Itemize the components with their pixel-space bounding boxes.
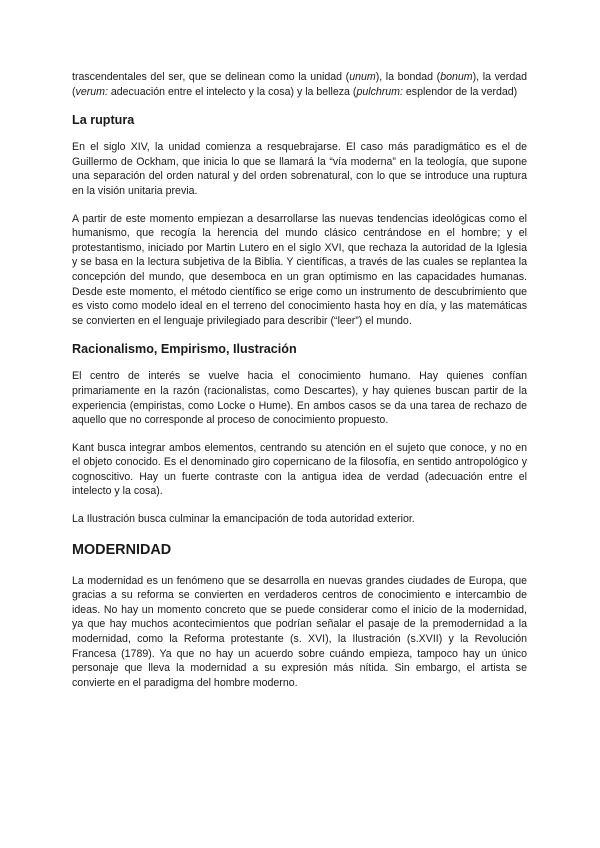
heading-modernidad: MODERNIDAD <box>72 541 172 558</box>
text-run: ), la verdad ( <box>72 71 527 98</box>
heading-la-ruptura: La ruptura <box>72 113 135 128</box>
paragraph-intro <box>72 70 527 99</box>
paragraph-racionalismo-2: Kant busca integrar ambos elementos, centrando su atención en el sujeto que conoce, y no en el objeto conocido. Es el denominado giro copernicano de la filosofía, en sentido antropológico y cognoscitivo. Hay un fuerte contraste con la antigua idea de verdad (adecuación entre el intelecto y la cosa). <box>72 441 527 498</box>
document-body <box>72 70 527 690</box>
text-run: ), la bondad ( <box>375 71 441 83</box>
paragraph-modernidad-1: La modernidad es un fenómeno que se desarrolla en nuevas grandes ciudades de Europa, que gracias a su reforma se convierten en verdaderos centros de conocimiento e intercambio de ideas. No hay un momento concreto que se puede considerar como el inicio de la modernidad, ya que hay muchos acontecimientos que podrían señalar el pasaje de la premodernidad a la modernidad, como la Reforma protestante (s. XVI), la Ilustración (s.XVII) y la Revolución Francesa (1789). Ya que no hay un acuerdo sobre cuándo empieza, tampoco hay un único personaje que lleva la modernidad a su expresión más nítida. Sin embargo, el artista se convierte en el paradigma del hombre moderno. <box>72 574 527 689</box>
italic-term-verum: verum: <box>75 85 108 98</box>
paragraph-ruptura-1: En el siglo XIV, la unidad comienza a resquebrajarse. El caso más paradigmático es el de Guillermo de Ockham, que inicia lo que se llamará la “vía moderna” en la teología, que supone una separación del orden natural y del orden sobrenatural, con lo que se introduce una ruptura en la visión unitaria previa. <box>72 141 527 197</box>
text-run: adecuación entre el intelecto y la cosa) y la belleza ( <box>107 85 357 98</box>
italic-term-bonum: bonum <box>440 71 473 83</box>
italic-term-pulchrum: pulchrum: <box>356 85 403 98</box>
heading-racionalismo: Racionalismo, Empirismo, Ilustración <box>72 342 297 357</box>
paragraph-racionalismo-3: La Ilustración busca culminar la emancipación de toda autoridad exterior. <box>72 513 415 526</box>
paragraph-racionalismo-1: El centro de interés se vuelve hacia el conocimiento humano. Hay quienes confían primariamente en la razón (racionalistas, como Descartes), y hay quienes buscan partir de la experiencia (empiristas, como Locke o Hume). En ambos casos se da una tarea de rechazo de aquello que no corresponde al proceso de conocimiento propuesto. <box>72 370 527 427</box>
paragraph-ruptura-2: A partir de este momento empiezan a desarrollarse las nuevas tendencias ideológicas como el humanismo, que recogía la herencia del mundo clásico centrándose en el hombre; y el protestantismo, iniciado por Martin Lutero en el siglo XVI, que rechaza la autoridad de la Iglesia y se basa en la lectura subjetiva de la Biblia. Y científicas, a través de las cuales se replantea la concepción del mundo, que desemboca en un gran optimismo en las capacidades humanas. Desde este momento, el método científico se erige como un instrumento de descubrimiento que es visto como modelo ideal en el terreno del conocimiento hasta hoy en día, y las matemáticas se convierten en el lenguaje privilegiado para describir (“leer”) el mundo. <box>72 212 527 327</box>
text-run: trascendentales del ser, que se delinean como la unidad ( <box>72 71 350 83</box>
italic-term-unum: unum <box>349 71 376 83</box>
text-run: esplendor de la verdad) <box>402 85 518 98</box>
